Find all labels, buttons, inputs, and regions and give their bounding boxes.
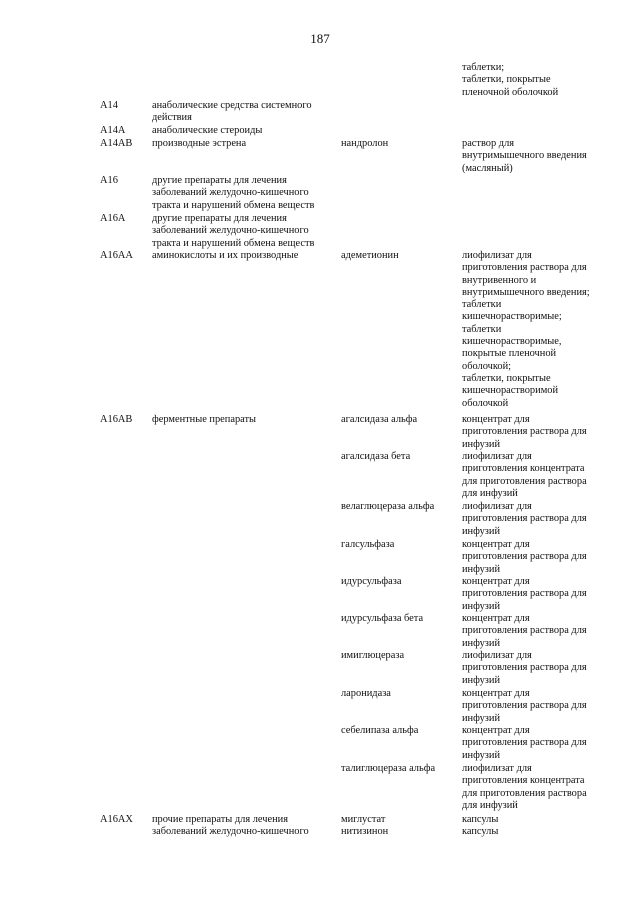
dosage-form: капсулы [462,814,499,825]
drug-name: идурсульфаза бета [341,613,424,624]
drug-name: адеметионин [341,250,399,261]
dosage-form: концентрат для приготовления раствора для инфузий [462,539,587,575]
atc-code: A16 [100,175,118,186]
atc-code: A16AB [100,414,133,425]
page-number: 187 [310,31,330,46]
atc-group-name: аминокислоты и их производные [152,250,299,261]
dosage-form: концентрат для приготовления раствора для инфузий [462,613,587,649]
drug-name: агалсидаза альфа [341,414,418,425]
atc-group-name: другие препараты для лечения заболеваний желудочно-кишечного тракта и нарушений обмена веществ [152,175,315,211]
atc-group-name: другие препараты для лечения заболеваний желудочно-кишечного тракта и нарушений обмена веществ [152,213,315,249]
atc-code: A14 [100,100,118,111]
atc-code: A14AB [100,138,133,149]
atc-code: A16A [100,213,126,224]
atc-group-name: ферментные препараты [152,414,257,425]
atc-group-name: производные эстрена [152,138,247,149]
drug-name: агалсидаза бета [341,451,411,462]
dosage-form: лиофилизат для приготовления раствора для инфузий [462,501,587,537]
atc-group-name: анаболические стероиды [152,125,263,136]
atc-code: A16AX [100,814,133,825]
dosage-form: лиофилизат для приготовления концентрата для приготовления раствора для инфузий [462,451,587,499]
dosage-form: лиофилизат для приготовления раствора для внутривенного и внутримышечного введения; таблетки кишечнорастворимые; таблетки кишечнорастворимые, покрытые пленочной оболочкой; таблетки, покрытые кишечнорастворимой оболочкой [462,250,590,409]
atc-code: A16AA [100,250,133,261]
drug-name: нитизинон [341,826,389,837]
dosage-form: концентрат для приготовления раствора для инфузий [462,414,587,450]
atc-group-name: прочие препараты для лечения заболеваний желудочно-кишечного [152,814,309,838]
dosage-form: лиофилизат для приготовления раствора для инфузий [462,650,587,686]
atc-code: A14A [100,125,126,136]
dosage-form: раствор для внутримышечного введения (масляный) [462,138,587,174]
dosage-form: капсулы [462,826,499,837]
continued-dosage-form: таблетки; таблетки, покрытые пленочной оболочкой [462,62,559,98]
drug-name: ларонидаза [341,688,391,699]
drug-name: идурсульфаза [341,576,402,587]
drug-name: галсульфаза [341,539,395,550]
drug-name: велаглюцераза альфа [341,501,435,512]
dosage-form: концентрат для приготовления раствора для инфузий [462,688,587,724]
drug-name: миглустат [341,814,386,825]
drug-name: нандролон [341,138,389,149]
dosage-form: концентрат для приготовления раствора для инфузий [462,576,587,612]
atc-group-name: анаболические средства системного действия [152,100,312,124]
drug-name: себелипаза альфа [341,725,419,736]
dosage-form: лиофилизат для приготовления концентрата для приготовления раствора для инфузий [462,763,587,811]
drug-name: талиглюцераза альфа [341,763,436,774]
drug-name: имиглюцераза [341,650,405,661]
dosage-form: концентрат для приготовления раствора для инфузий [462,725,587,761]
